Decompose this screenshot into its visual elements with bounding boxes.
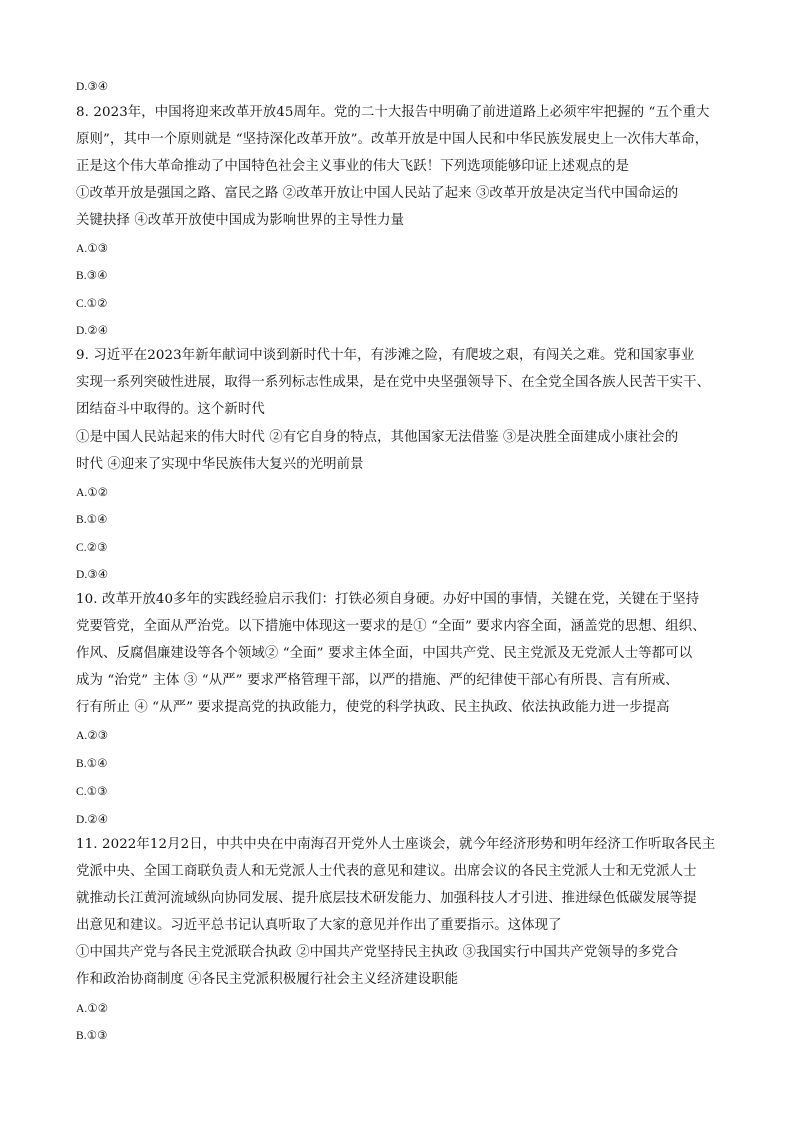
q11-stem-line-3: 就推动长江黄河流域纵向协同发展、提升底层技术研发能力、加强科技人才引进、推进绿色低碳发展等提 xyxy=(76,891,697,906)
q10-stem-line-3: 作风、反腐倡廉建设等各个领域② “全面” 要求主体全面，中国共产党、民主党派及无党派人士等都可以 xyxy=(76,646,693,661)
q8-statements-line-1: ①改革开放是强国之路、富民之路 ②改革开放让中国人民站了起来 ③改革开放是决定当代中国命运的 xyxy=(76,186,679,201)
q8-statements-line-2: 关键抉择 ④改革开放使中国成为影响世界的主导性力量 xyxy=(76,213,405,228)
q8-option-c: C.①② xyxy=(76,298,108,310)
q11-option-a: A.①② xyxy=(76,1003,109,1015)
q9-option-a: A.①② xyxy=(76,487,109,499)
q9-statements-line-1: ①是中国人民站起来的伟大时代 ②有它自身的特点，其他国家无法借鉴 ③是决胜全面建成小康社会的 xyxy=(76,430,679,445)
q11-statements-line-1: ①中国共产党与各民主党派联合执政 ②中国共产党坚持民主执政 ③我国实行中国共产党领导的多党合 xyxy=(76,945,679,960)
q8-option-d: D.②④ xyxy=(76,325,109,337)
q8-stem-line-3: 正是这个伟大革命推动了中国特色社会主义事业的伟大飞跃！下列选项能够印证上述观点的是 xyxy=(76,159,630,174)
q8-stem-line-1: 8. 2023年，中国将迎来改革开放45周年。党的二十大报告中明确了前进道路上必须牢牢把握的 “五个重大 xyxy=(76,105,710,120)
q11-option-b: B.①③ xyxy=(76,1030,108,1042)
q9-stem-line-3: 团结奋斗中取得的。这个新时代 xyxy=(76,402,265,417)
q10-option-b: B.①④ xyxy=(76,758,108,770)
q9-option-b: B.①④ xyxy=(76,514,108,526)
q9-stem-line-2: 实现一系列突破性进展，取得一系列标志性成果，是在党中央坚强领导下、在全党全国各族人民苦干实干、 xyxy=(76,375,711,390)
q8-stem-line-2: 原则”，其中一个原则就是 “坚持深化改革开放”。改革开放是中国人民和中华民族发展史上一次伟大革命， xyxy=(76,132,709,147)
q9-option-d: D.③④ xyxy=(76,569,109,581)
q9-stem-line-1: 9. 习近平在2023年新年献词中谈到新时代十年，有涉滩之险，有爬坡之艰，有闯关之难。党和国家事业 xyxy=(76,348,695,363)
q10-stem-line-4: 成为 “治党” 主体 ③ “从严” 要求严格管理干部，以严的措施、严的纪律使干部心有所畏、言有所戒、 xyxy=(76,673,679,688)
q10-stem-line-5: 行有所止 ④ “从严” 要求提高党的执政能力，使党的科学执政、民主执政、依法执政能力进一步提高 xyxy=(76,700,670,715)
q10-stem-line-2: 党要管党，全面从严治党。以下措施中体现这一要求的是① “全面” 要求内容全面，涵盖党的思想、组织、 xyxy=(76,619,706,634)
q11-stem-line-4: 出意见和建议。习近平总书记认真听取了大家的意见并作出了重要指示。这体现了 xyxy=(76,918,562,933)
q10-option-a: A.②③ xyxy=(76,730,109,742)
q11-statements-line-2: 作和政治协商制度 ④各民主党派积极履行社会主义经济建设职能 xyxy=(76,972,459,987)
q10-option-d: D.②④ xyxy=(76,814,109,826)
q7-option-d: D.③④ xyxy=(76,81,109,93)
q10-option-c: C.①③ xyxy=(76,786,108,798)
q10-stem-line-1: 10. 改革开放40多年的实践经验启示我们：打铁必须自身硬。办好中国的事情，关键在党，关键在于坚持 xyxy=(76,592,700,607)
q11-stem-line-2: 党派中央、全国工商联负责人和无党派人士代表的意见和建议。出席会议的各民主党派人士和无党派人士 xyxy=(76,864,697,879)
q9-statements-line-2: 时代 ④迎来了实现中华民族伟大复兴的光明前景 xyxy=(76,457,364,472)
q11-stem-line-1: 11. 2022年12月2日，中共中央在中南海召开党外人士座谈会，就今年经济形势和明年经济工作听取各民主 xyxy=(76,837,716,852)
q8-option-b: B.③④ xyxy=(76,270,108,282)
q8-option-a: A.①③ xyxy=(76,243,109,255)
q9-option-c: C.②③ xyxy=(76,542,108,554)
